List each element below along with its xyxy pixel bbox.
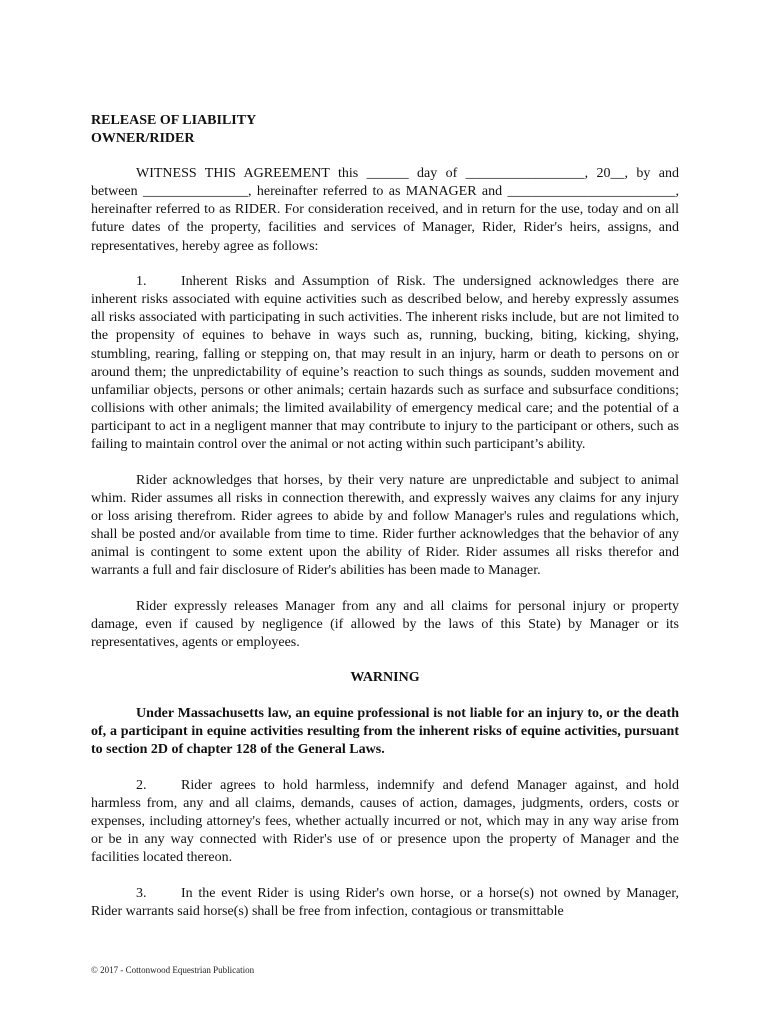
document-subtitle: OWNER/RIDER: [91, 131, 195, 147]
section-1-paragraph: [91, 273, 679, 454]
page-footer: © 2017 - Cottonwood Equestrian Publication: [91, 965, 255, 975]
witness-paragraph: WITNESS THIS AGREEMENT this ______ day of _________________, 20__, by and between _______________, hereinafter referred to as MANAGER and ________________________, hereinafter referred to as RIDER. For consideration received, and in return for the use, today and on all future dates of the property, facilities and services of Manager, Rider, Rider's heirs, assigns, and representatives, hereby agree as follows:: [91, 166, 679, 254]
section-3-paragraph: [91, 885, 679, 921]
section-1-text: Inherent Risks and Assumption of Risk. The undersigned acknowledges there are inherent risks associated with equine activities such as described below, and hereby expressly assumes all risks associated with participating in such activities. The inherent risks include, but are not limited to the propensity of equines to behave in ways such as, running, bucking, biting, kicking, shying, stumbling, rearing, falling or stepping on, that may result in an injury, harm or death to persons on or around them; the unpredictability of equine’s reaction to such things as sounds, sudden movement and unfamiliar objects, persons or other animals; certain hazards such as surface and subsurface conditions; collisions with other animals; the limited availability of emergency medical care; and the potential of a participant to act in a negligent manner that may contribute to injury to the participant or others, such as failing to maintain control over the animal or not acting within such participant’s ability.: [91, 274, 679, 452]
section-2-number: 2.: [136, 777, 147, 793]
title-block: [91, 112, 679, 148]
rider-acknowledgement-paragraph: Rider acknowledges that horses, by their very nature are unpredictable and subject to animal whim. Rider assumes all risks in connection therewith, and expressly waives any claims for any injury or loss arising therefrom. Rider agrees to abide by and follow Manager's rules and regulations which, shall be posted and/or available from time to time. Rider further acknowledges that the behavior of any animal is contingent to some extent upon the ability of Rider. Rider assumes all risks therefor and warrants a full and fair disclosure of Rider's abilities has been made to Manager.: [91, 472, 679, 579]
section-3-number: 3.: [136, 885, 147, 901]
section-1-number: 1.: [136, 274, 147, 290]
section-3-text: In the event Rider is using Rider's own horse, or a horse(s) not owned by Manager, Rider warrants said horse(s) shall be free from infection, contagious or transmittable: [91, 885, 679, 919]
warning-heading: WARNING: [350, 670, 420, 686]
warning-paragraph: Under Massachusetts law, an equine professional is not liable for an injury to, or the death of, a participant in equine activities resulting from the inherent risks of equine activities, pursuant to section 2D of chapter 128 of the General Laws.: [91, 706, 679, 758]
rider-release-paragraph: Rider expressly releases Manager from any and all claims for personal injury or property damage, even if caused by negligence (if allowed by the laws of this State) by Manager or its representatives, agents or employees.: [91, 598, 679, 650]
document-title: RELEASE OF LIABILITY: [91, 113, 257, 128]
section-2-text: Rider agrees to hold harmless, indemnify and defend Manager against, and hold harmless from, any and all claims, demands, causes of action, damages, judgments, orders, costs or expenses, including attorney's fees, whether actually incurred or not, which may in any way arise from or be in any way connected with Rider's use of or presence upon the property of Manager and the facilities located thereon.: [91, 777, 679, 866]
section-2-paragraph: [91, 777, 679, 867]
document-page: [91, 112, 679, 938]
